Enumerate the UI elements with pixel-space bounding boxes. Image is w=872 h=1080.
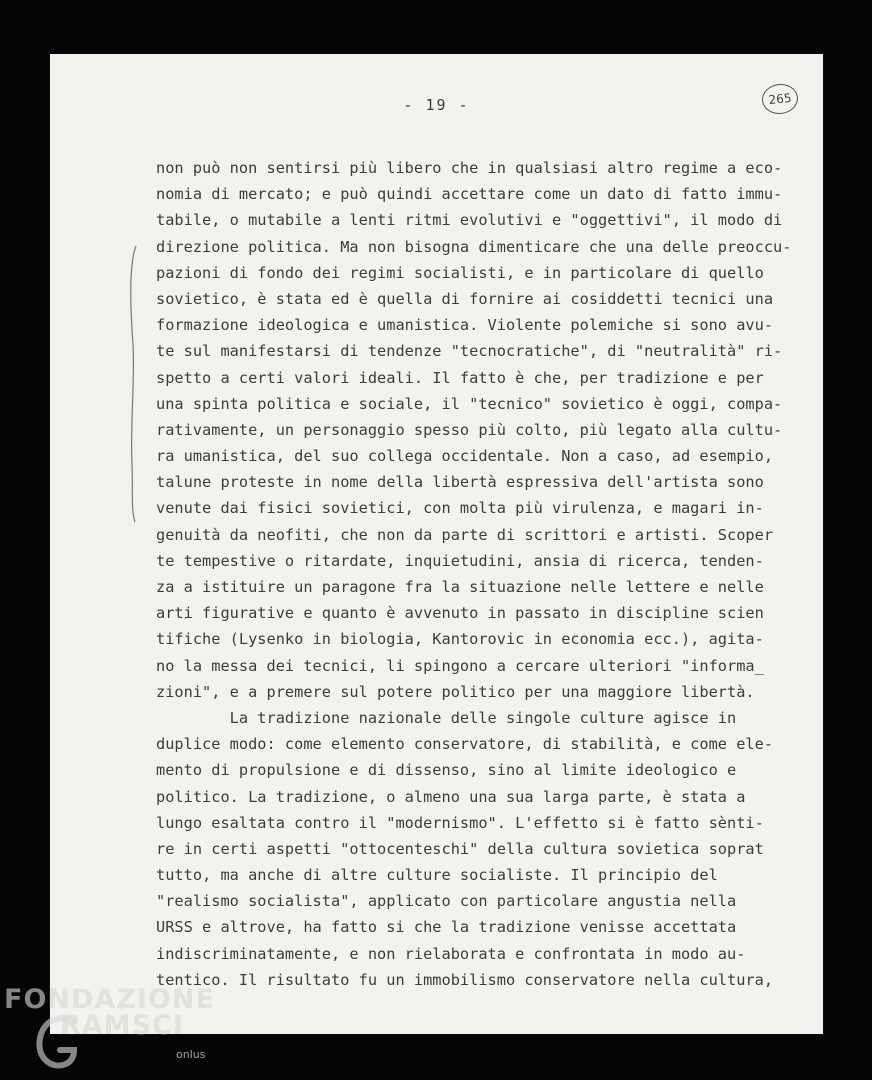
text-line: re in certi aspetti "ottocenteschi" della cultura sovietica soprat (156, 839, 764, 858)
text-line: indiscriminatamente, e non rielaborata e confrontata in modo au- (156, 944, 746, 963)
text-line: ra umanistica, del suo collega occidentale. Non a caso, ad esempio, (156, 447, 774, 466)
watermark-subtitle: onlus (176, 1048, 206, 1061)
text-line: una spinta politica e sociale, il "tecnico" sovietico è oggi, compa- (156, 394, 783, 413)
watermark-line2: RAMSCI (60, 1010, 184, 1041)
text-line: tentico. Il risultato fu un immobilismo conservatore nella cultura, (156, 970, 774, 989)
text-line: te sul manifestarsi di tendenze "tecnocratiche", di "neutralità" ri- (156, 342, 783, 361)
text-line: zioni", e a premere sul potere politico per una maggiore libertà. (156, 682, 755, 701)
text-line: lungo esaltata contro il "modernismo". L'effetto si è fatto sènti- (156, 813, 764, 832)
text-line: venute dai fisici sovietici, con molta più virulenza, e magari in- (156, 499, 764, 518)
text-line: URSS e altrove, ha fatto si che la tradizione venisse accettata (156, 918, 737, 937)
text-line: spetto a certi valori ideali. Il fatto è che, per tradizione e per (156, 368, 764, 387)
text-line: non può non sentirsi più libero che in qualsiasi altro regime a eco- (156, 159, 783, 177)
text-line: mento di propulsione e di dissenso, sino al limite ideologico e (156, 761, 737, 780)
text-line: tutto, ma anche di altre culture socialiste. Il principio del (156, 866, 718, 885)
margin-bracket-mark (127, 244, 139, 524)
archive-stamp: 265 (761, 82, 800, 116)
page-number: - 19 - (403, 96, 470, 114)
watermark-line1: FONDAZIONE (4, 984, 215, 1015)
text-line: formazione ideologica e umanistica. Violente polemiche si sono avu- (156, 316, 774, 335)
text-line: sovietico, è stata ed è quella di fornire ai cosiddetti tecnici una (156, 289, 774, 308)
text-line: tifiche (Lysenko in biologia, Kantorovic in economia ecc.), agita- (156, 630, 764, 649)
text-line: genuità da neofiti, che non da parte di scrittori e artisti. Scoper (156, 525, 774, 544)
text-line: tabile, o mutabile a lenti ritmi evolutivi e "oggettivi", il modo di (156, 211, 783, 230)
text-line: talune proteste in nome della libertà espressiva dell'artista sono (156, 473, 764, 492)
text-line: duplice modo: come elemento conservatore, di stabilità, e come ele- (156, 735, 774, 754)
text-line: "realismo socialista", applicato con particolare angustia nella (156, 892, 737, 911)
text-line: politico. La tradizione, o almeno una sua larga parte, è stata a (156, 787, 746, 806)
document-page (50, 54, 823, 1034)
text-line: arti figurative e quanto è avvenuto in passato in discipline scien (156, 604, 764, 623)
text-line: te tempestive o ritardate, inquietudini, ansia di ricerca, tenden- (156, 551, 764, 570)
text-line: nomia di mercato; e può quindi accettare come un dato di fatto immu- (156, 185, 783, 204)
text-line: no la messa dei tecnici, li spingono a cercare ulteriori "informa_ (156, 656, 764, 675)
text-line: La tradizione nazionale delle singole culture agisce in (156, 708, 737, 727)
text-line: rativamente, un personaggio spesso più colto, più legato alla cultu- (156, 420, 783, 439)
text-line: direzione politica. Ma non bisogna dimenticare che una delle preoccu- (156, 237, 792, 256)
typewritten-text (156, 155, 796, 993)
text-line: pazioni di fondo dei regimi socialisti, e in particolare di quello (156, 263, 764, 282)
fondazione-gramsci-watermark (4, 984, 224, 1074)
text-line: za a istituire un paragone fra la situazione nelle lettere e nelle (156, 578, 764, 596)
